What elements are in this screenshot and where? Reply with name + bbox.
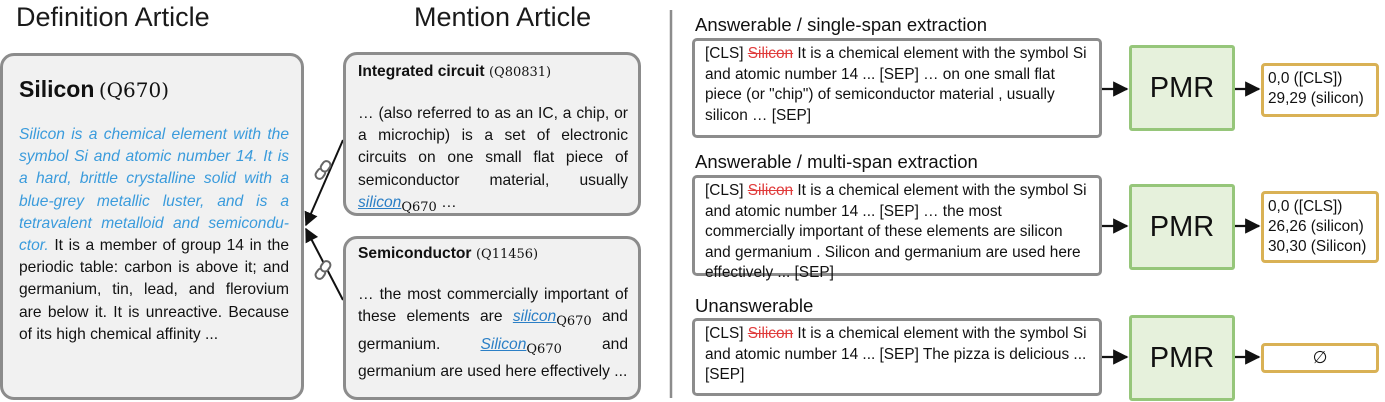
output-box: [1261, 191, 1379, 263]
cls-token: [CLS]: [705, 45, 748, 62]
output-box: [1261, 343, 1379, 373]
input-sequence-box: [692, 318, 1102, 396]
example-title-single-span: Answerable / single-span extraction: [695, 14, 988, 35]
entity-link[interactable]: silicon: [358, 193, 402, 211]
definition-title-text: Silicon: [19, 76, 95, 102]
mention-text-mid: and germanium.: [358, 308, 628, 353]
output-span: 0,0 ([CLS]): [1268, 198, 1343, 215]
mention-text: … (also referred to as an IC, a chip, or a microchip) is a set of electronic circuits on one small flat piece of semiconductor material, usually: [358, 105, 628, 189]
entity-link-qid: Q670: [556, 314, 592, 330]
input-sequence-box: [692, 175, 1102, 281]
context-text: It is a chemical element with the symbol Si and atomic number 14 ... [SEP] The pizza is delicious ... [SEP]: [705, 325, 1087, 383]
example-title-multi-span: Answerable / multi-span extraction: [695, 151, 978, 172]
context-text: It is a chemical element with the symbol Si and atomic number 14 ... [SEP] … the most commercially important of these elements are silicon and germanium . Silicon and germanium are used here effectively ... [SEP]: [705, 182, 1087, 281]
mention-card-semiconductor: [343, 236, 641, 400]
cls-token: [CLS]: [705, 182, 748, 199]
mention-qid: (Q80831): [488, 65, 552, 80]
masked-query: Silicon: [747, 182, 794, 199]
mention-card-integrated-circuit: [343, 52, 641, 216]
masked-query: Silicon: [747, 325, 794, 342]
output-box: [1261, 63, 1379, 117]
definition-body: [19, 124, 289, 346]
mention-text-tail: and germanium are used here effectively ...: [358, 335, 628, 380]
pmr-model-box: PMR: [1129, 315, 1235, 401]
empty-set-output: ∅: [1312, 348, 1328, 367]
mention-heading: Mention Article: [414, 2, 592, 32]
pmr-model-box: PMR: [1129, 45, 1235, 131]
context-text: It is a chemical element with the symbol Si and atomic number 14 ... [SEP] … on one small flat piece (or "chip") of semiconductor material , usually silicon … [SEP]: [705, 45, 1087, 124]
definition-title: [19, 76, 169, 103]
mention-title: [358, 63, 551, 81]
output-span: 26,26 (silicon): [1268, 218, 1364, 235]
definition-rest-text: It is a member of group 14 in the periodic table: carbon is above it; and germanium, tin, lead, and flerovium are below it. It is unreactive. Because of its high chemical affinity ...: [19, 237, 289, 343]
definition-heading: Definition Article: [16, 2, 210, 32]
mention-body: [358, 284, 628, 383]
definition-qid: (Q670): [98, 78, 170, 102]
link-arrow-integrated-circuit: [306, 140, 343, 225]
entity-link-qid: Q670: [526, 341, 562, 357]
mention-title-text: Integrated circuit: [358, 63, 485, 80]
entity-link[interactable]: silicon: [512, 308, 557, 326]
output-span: 30,30 (Silicon): [1268, 238, 1367, 255]
chain-link-icon: [314, 260, 332, 281]
masked-query: Silicon: [747, 45, 794, 62]
pmr-model-box: PMR: [1129, 184, 1235, 270]
example-title-unanswerable: Unanswerable: [695, 295, 814, 316]
mention-title-text: Semiconductor: [358, 245, 472, 262]
definition-card: [0, 53, 304, 400]
entity-link-qid: Q670: [401, 199, 437, 215]
output-span: 0,0 ([CLS]): [1268, 70, 1343, 87]
input-sequence-box: [692, 38, 1102, 138]
mention-body: [358, 103, 628, 219]
definition-lead-text: Silicon is a chemical element with the symbol Si and atomic number 14. It is a hard, brittle crystalline solid with a blue-grey metallic luster, and is a tetravalent metalloid and semicondu-ctor.: [19, 126, 289, 255]
mention-title: [358, 245, 538, 263]
mention-text: … the most commercially important of these elements are: [358, 286, 628, 326]
mention-text-tail: …: [436, 193, 457, 211]
output-span: 29,29 (silicon): [1268, 90, 1364, 107]
entity-link[interactable]: Silicon: [480, 335, 527, 353]
cls-token: [CLS]: [705, 325, 748, 342]
mention-qid: (Q11456): [475, 247, 539, 262]
